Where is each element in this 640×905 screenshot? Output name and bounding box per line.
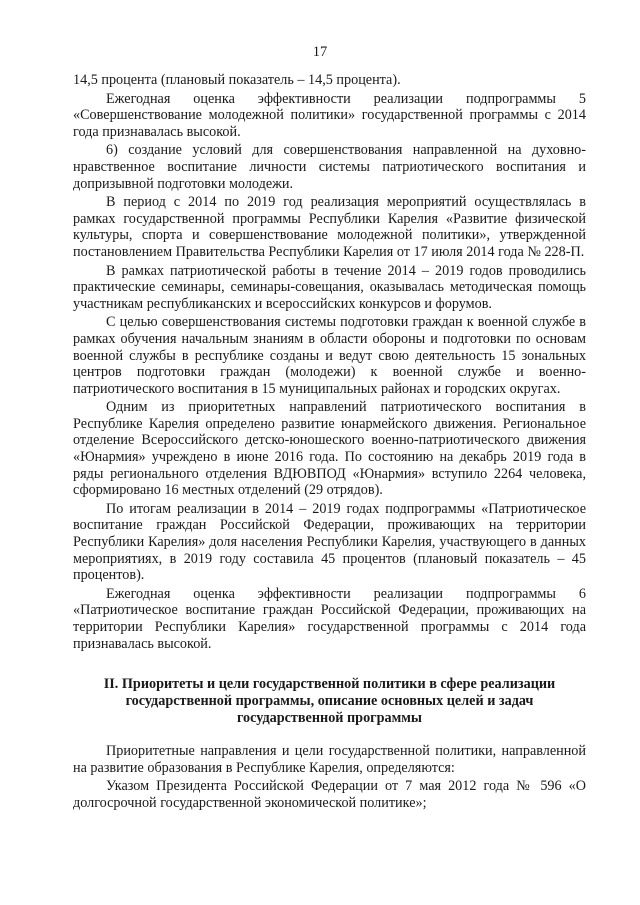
paragraph: Приоритетные направления и цели государственной политики, направленной на развитие образования в Республике Карелия, определяются: (73, 743, 586, 776)
section-heading-line: государственной программы, описание основных целей и задач (125, 693, 534, 710)
section-heading-line: II. Приоритеты и цели государственной политики в сфере реализации (103, 676, 556, 693)
paragraph: В период с 2014 по 2019 год реализация мероприятий осуществлялась в рамках государственной программы Республики Карелия «Развитие физической культуры, спорта и совершенствование молодежной политики», утвержденной постановлением Правительства Республики Карелия от 17 июля 2014 года № 228-П. (73, 194, 586, 260)
paragraph: В рамках патриотической работы в течение 2014 – 2019 годов проводились практические семинары, семинары-совещания, оказывалась методическая помощь участникам республиканских и всероссийских конкурсов и форумов. (73, 262, 586, 312)
paragraph: С целью совершенствования системы подготовки граждан к военной службе в рамках обучения начальным знаниям в области обороны и подготовки по основам военной службы в республике созданы и ведут свою деятельность 15 зональных центров подготовки граждан (молодежи) к военной службе и военно-патриотического воспитания в 15 муниципальных районах и городских округах. (73, 314, 586, 397)
paragraph: Одним из приоритетных направлений патриотического воспитания в Республике Карелия определено развитие юнармейского движения. Региональное отделение Всероссийского детско-юношеского военно-патриотического движения «Юнармия» учреждено в июне 2016 года. По состоянию на декабрь 2019 года в ряды регионального отделения ВДЮВПОД «Юнармия» вступило 2264 человека, сформировано 16 местных отделений (29 отрядов). (73, 399, 586, 499)
section-heading-line: государственной программы (236, 710, 423, 727)
paragraph: 14,5 процента (плановый показатель – 14,5 процента). (73, 72, 401, 88)
paragraph: Указом Президента Российской Федерации от 7 мая 2012 года № 596 «О долгосрочной государственной экономической политике»; (73, 778, 586, 811)
paragraph: 6) создание условий для совершенствования направленной на духовно-нравственное воспитание личности системы патриотического воспитания и допризывной подготовки молодежи. (73, 142, 586, 192)
paragraph: Ежегодная оценка эффективности реализации подпрограммы 6 «Патриотическое воспитание граждан Российской Федерации, проживающих на территории Республики Карелия» государственной программы с 2014 года признавалась высокой. (73, 585, 586, 652)
section-heading (73, 676, 586, 727)
paragraph: По итогам реализации в 2014 – 2019 годах подпрограммы «Патриотическое воспитание граждан Российской Федерации, проживающих на территории Республики Карелия» доля населения Республики Карелия, участвующего в данных мероприятиях, в 2019 году составила 45 процентов (плановый показатель – 45 процентов). (73, 500, 586, 584)
paragraph: Ежегодная оценка эффективности реализации подпрограммы 5 «Совершенствование молодежной политики» государственной программы с 2014 года признавалась высокой. (73, 90, 586, 140)
document-body (73, 72, 586, 812)
page-number: 17 (312, 44, 328, 60)
